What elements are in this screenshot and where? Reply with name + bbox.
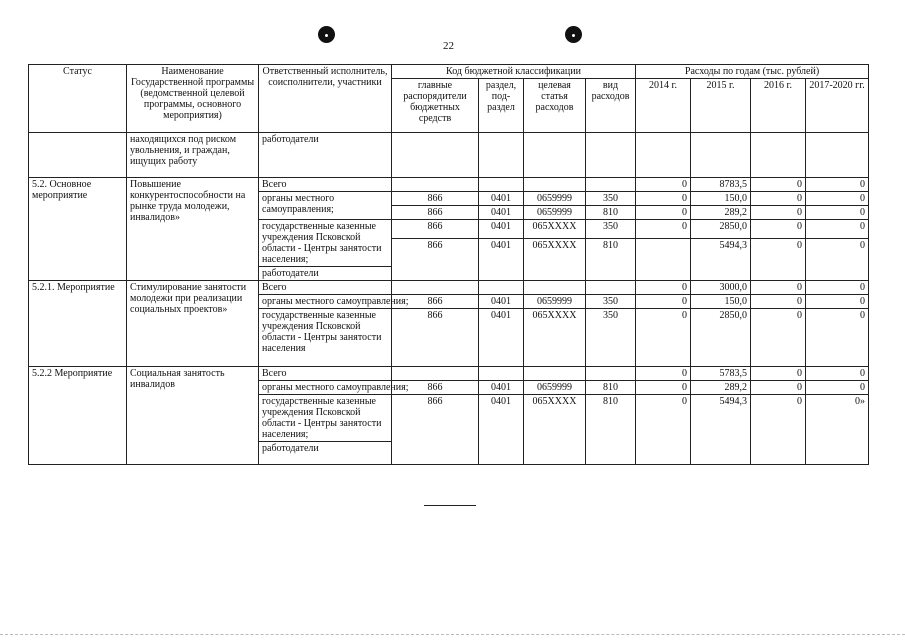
header-responsible: Ответственный исполнитель, соисполнители, участники: [259, 65, 392, 133]
value-cell: 0: [806, 239, 869, 281]
total-5-2-2015: 8783,5: [691, 178, 751, 192]
total-5-2-1-2015: 3000,0: [691, 281, 751, 295]
resp-local-5-2: органы местного самоуправления;: [259, 192, 392, 220]
total-5-2-2-2017: 0: [806, 367, 869, 381]
csr-cell: 065XXXX: [524, 395, 586, 465]
punch-hole-left: [318, 26, 335, 43]
name-5-2-2: Социальная занятость инвалидов: [127, 367, 259, 465]
total-label-5-2-1: Всего: [259, 281, 392, 295]
value-cell: 0»: [806, 395, 869, 465]
resp-state-5-2-1: государственные казенные учреждения Псковской области - Центры занятости населения: [259, 309, 392, 367]
rz-cell: 0401: [479, 295, 524, 309]
resp-employers-text: работодатели: [259, 441, 391, 454]
csr-cell: 0659999: [524, 381, 586, 395]
cont-name: находящихся под риском увольнения, и граждан, ищущих работу: [127, 133, 259, 178]
header-expenses: Расходы по годам (тыс. рублей): [636, 65, 869, 79]
value-cell: 289,2: [691, 381, 751, 395]
header-csr: целевая статья расходов: [524, 79, 586, 133]
name-5-2-1: Стимулирование занятости молодежи при реализации социальных проектов»: [127, 281, 259, 367]
grbs-cell: 866: [392, 395, 479, 465]
vr-cell: 350: [586, 192, 636, 206]
value-cell: 0: [806, 381, 869, 395]
header-2016: 2016 г.: [751, 79, 806, 133]
total-5-2-2-2015: 5783,5: [691, 367, 751, 381]
total-5-2-2016: 0: [751, 178, 806, 192]
value-cell: 0: [806, 192, 869, 206]
grbs-cell: 866: [392, 309, 479, 367]
grbs-cell: 866: [392, 192, 479, 206]
value-cell: 0: [806, 309, 869, 367]
total-5-2-2014: 0: [636, 178, 691, 192]
value-cell: 0: [806, 295, 869, 309]
vr-cell: 350: [586, 220, 636, 239]
status-5-2-2: 5.2.2 Мероприятие: [29, 367, 127, 465]
value-cell: 5494,3: [691, 395, 751, 465]
total-5-2-2017: 0: [806, 178, 869, 192]
csr-cell: 065XXXX: [524, 309, 586, 367]
vr-cell: 350: [586, 309, 636, 367]
total-5-2-1-2017: 0: [806, 281, 869, 295]
resp-state-5-2: [259, 220, 392, 281]
grbs-cell: 866: [392, 206, 479, 220]
vr-cell: 350: [586, 295, 636, 309]
value-cell: 0: [751, 239, 806, 281]
value-cell: 0: [636, 220, 691, 239]
header-budget-code: Код бюджетной классификации: [392, 65, 636, 79]
value-cell: 0: [751, 395, 806, 465]
cont-responsible: работодатели: [259, 133, 392, 178]
value-cell: 0: [751, 309, 806, 367]
rz-cell: 0401: [479, 220, 524, 239]
cont-status: [29, 133, 127, 178]
value-cell: 2850,0: [691, 309, 751, 367]
value-cell: 2850,0: [691, 220, 751, 239]
value-cell: 0: [636, 395, 691, 465]
resp-employers-text: работодатели: [259, 266, 391, 279]
value-cell: 0: [806, 206, 869, 220]
total-label-5-2: Всего: [259, 178, 392, 192]
header-status: Статус: [29, 65, 127, 133]
value-cell: 0: [806, 220, 869, 239]
header-vr: вид расходов: [586, 79, 636, 133]
grbs-cell: 866: [392, 239, 479, 281]
value-cell: 0: [636, 381, 691, 395]
header-2014: 2014 г.: [636, 79, 691, 133]
page-number: 22: [443, 40, 454, 52]
value-cell: 0: [751, 192, 806, 206]
grbs-cell: 866: [392, 381, 479, 395]
status-5-2: 5.2. Основное мероприятие: [29, 178, 127, 281]
csr-cell: 0659999: [524, 295, 586, 309]
resp-state-text: государственные казенные учреждения Псковской области - Центры занятости населения;: [262, 396, 382, 440]
value-cell: 150,0: [691, 295, 751, 309]
rz-cell: 0401: [479, 192, 524, 206]
rz-cell: 0401: [479, 309, 524, 367]
budget-table: [28, 64, 869, 465]
csr-cell: 0659999: [524, 192, 586, 206]
rz-cell: 0401: [479, 239, 524, 281]
header-grbs: главные распорядители бюджетных средств: [392, 79, 479, 133]
total-5-2-1-2016: 0: [751, 281, 806, 295]
csr-cell: 065XXXX: [524, 220, 586, 239]
value-cell: 0: [751, 206, 806, 220]
resp-state-5-2-2: [259, 395, 392, 465]
grbs-cell: 866: [392, 295, 479, 309]
value-cell: 0: [636, 295, 691, 309]
value-cell: 0: [751, 220, 806, 239]
punch-hole-right: [565, 26, 582, 43]
value-cell: 289,2: [691, 206, 751, 220]
resp-state-text: государственные казенные учреждения Псковской области - Центры занятости населения;: [262, 221, 382, 265]
status-5-2-1: 5.2.1. Мероприятие: [29, 281, 127, 367]
total-5-2-2-2014: 0: [636, 367, 691, 381]
total-5-2-2-2016: 0: [751, 367, 806, 381]
rz-cell: 0401: [479, 206, 524, 220]
value-cell: 0: [636, 192, 691, 206]
value-cell: 5494,3: [691, 239, 751, 281]
rz-cell: 0401: [479, 395, 524, 465]
scan-edge: [0, 634, 905, 635]
total-label-5-2-2: Всего: [259, 367, 392, 381]
value-cell: [636, 239, 691, 281]
vr-cell: 810: [586, 395, 636, 465]
csr-cell: 0659999: [524, 206, 586, 220]
vr-cell: 810: [586, 239, 636, 281]
header-name: Наименование Государственной программы (ведомственной целевой программы, основного мероприятия): [127, 65, 259, 133]
value-cell: 0: [751, 295, 806, 309]
header-2017-2020: 2017-2020 гг.: [806, 79, 869, 133]
header-2015: 2015 г.: [691, 79, 751, 133]
grbs-cell: 866: [392, 220, 479, 239]
rz-cell: 0401: [479, 381, 524, 395]
csr-cell: 065XXXX: [524, 239, 586, 281]
value-cell: 0: [636, 309, 691, 367]
resp-local-5-2-1: органы местного самоуправления;: [259, 295, 392, 309]
resp-local-5-2-2: органы местного самоуправления;: [259, 381, 392, 395]
vr-cell: 810: [586, 381, 636, 395]
value-cell: 150,0: [691, 192, 751, 206]
total-5-2-1-2014: 0: [636, 281, 691, 295]
vr-cell: 810: [586, 206, 636, 220]
name-5-2: Повышение конкурентоспособности на рынке труда молодежи, инвалидов»: [127, 178, 259, 281]
value-cell: 0: [751, 381, 806, 395]
value-cell: 0: [636, 206, 691, 220]
header-rzpr: раздел, под-раздел: [479, 79, 524, 133]
end-divider: [424, 505, 476, 506]
